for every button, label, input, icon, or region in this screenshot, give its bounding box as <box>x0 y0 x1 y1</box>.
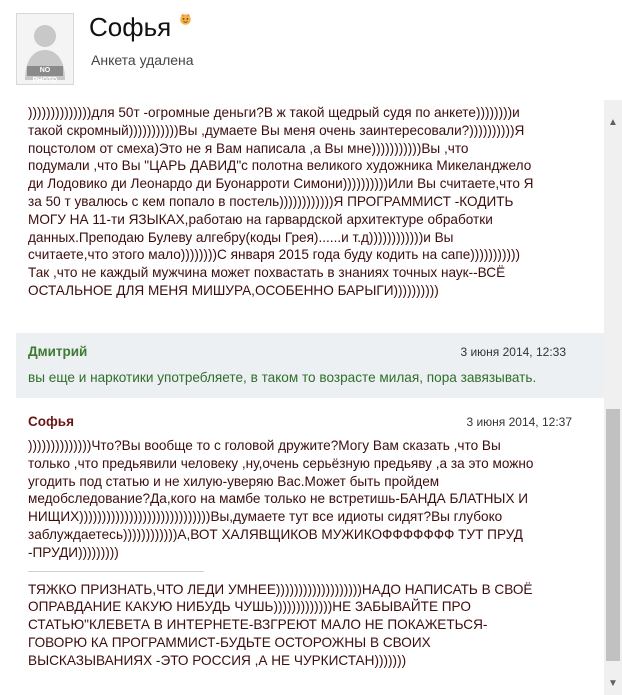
message-text-continued: ТЯЖКО ПРИЗНАТЬ,ЧТО ЛЕДИ УМНЕЕ)))))))))))))))))))НАДО НАПИСАТЬ В СВОЁ ОПРАВДАНИЕ КАКУЮ НИБУДЬ ЧУШЬ)))))))))))))НЕ ЗАБЫВАЙТЕ ПРО СТАТЬЮ"КЛЕВЕТА В ИНТЕРНЕТЕ-ВЗГРЕЮТ МАЛО НЕ ПОКАЖЕТЬСЯ- ГОВОРЮ КА ПРОГРАММИСТ-БУДЬТЕ ОСТОРОЖНЫ В СВОИХ ВЫСКАЗЫВАНИЯХ -ЭТО РОССИЯ ,А НЕ ЧУРКИСТАН))))))) <box>28 581 533 668</box>
profile-name: Софья <box>89 12 172 42</box>
divider <box>28 571 204 572</box>
status-emoji-icon <box>179 13 192 25</box>
message-date: 3 июня 2014, 12:33 <box>460 345 566 359</box>
avatar[interactable] <box>16 13 74 85</box>
message-thread[interactable] <box>16 100 604 695</box>
message-post-highlighted <box>16 333 604 398</box>
message-text: ))))))))))))))Что?Вы вообще то с головой дружите?Могу Вам сказать ,что Вы только ,что предьявили человеку ,ну,очень серьёзную предьяву ,а за это можно угодить под статью и не хилую-уверяю Вас.Может быть пройдем медобследование?Да,кого на мамбе только не встретишь-БАНДА БЛАТНЫХ И НИЩИХ)))))))))))))))))))))))))))))Вы,думаете тут все идиоты сидят?Вы глубоко заблуждаетесь))))))))))))А,ВОТ ХАЛЯВЩИКОВ МУЖИКОФФФФФФФ ТУТ ПРУД -ПРУДИ))))))))) <box>28 438 534 560</box>
author-name[interactable]: Софья <box>28 414 74 429</box>
message-post <box>16 104 604 300</box>
message-text: ))))))))))))))для 50т -огромные деньги?В ж такой щедрый судя по анкете))))))))и такой скромный)))))))))))Вы ,думаете Вы меня очень заинтересовали?))))))))))Я поцстолом от смеха)Это не я Вам написала ,а Вы мне)))))))))))Вы ,что подумали ,что Вы "ЦАРЬ ДАВИД"с полотна великого художника Микеланджело ди Лодовико ди Леонардо ди Буонарроти Симони))))))))))Или Вы считаете,что Я за 50 т увалюсь с кем попало в постель))))))))))))Я ПРОГРАММИСТ -КОДИТЬ МОГУ НА 11-ти ЯЗЫКАХ,работаю на гарвардской архитектуре обработки данных.Преподаю Булеву алгебру(коды Грея)......и т.д))))))))))))и Вы считаете,что этого мало))))))))С января 2015 года буду кодить на сапе))))))))))) Так ,что не каждый мужчина может похвастать в знаниях точных наук--ВСЁ ОСТАЛЬНОЕ ДЛЯ МЕНЯ МИШУРА,ОСОБЕННО БАРЫГИ)))))))))) <box>28 105 534 298</box>
message-post <box>16 405 604 670</box>
profile-status: Анкета удалена <box>91 52 194 68</box>
profile-header <box>0 0 622 100</box>
message-text: вы еще и наркотики употребляете, в таком то возрасте милая, пора завязывать. <box>28 370 537 385</box>
scroll-up-arrow-icon[interactable]: ▲ <box>608 117 618 128</box>
message-date: 3 июня 2014, 12:37 <box>466 415 572 429</box>
scrollbar-thumb[interactable] <box>606 409 620 661</box>
vertical-scrollbar[interactable] <box>604 100 622 695</box>
no-photo-label: NO PHOTO <box>27 66 63 76</box>
author-name[interactable]: Дмитрий <box>28 344 88 359</box>
scroll-down-arrow-icon[interactable]: ▼ <box>608 678 618 689</box>
